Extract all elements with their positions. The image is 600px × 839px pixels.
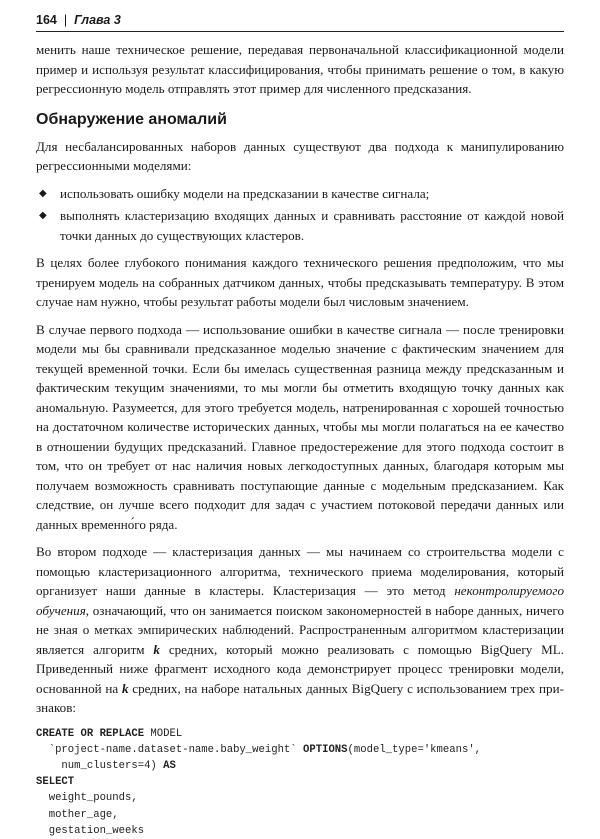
code-text: num_clusters=4) [36, 759, 164, 772]
section-heading: Обнаружение аномалий [36, 110, 227, 128]
code-listing [36, 726, 564, 839]
text-segment: средних, на наборе натальных данных BigQuery с использованием трех признаков: [36, 680, 564, 715]
code-text: weight_pounds, [36, 792, 138, 805]
code-keyword: AS [163, 759, 176, 772]
list-item [36, 206, 564, 245]
text-segment: средних, который можно реализовать с помощью BigQuery ML. Приведенный ниже фрагмент исходного кода демонстрирует процесс тренировки модели, основанной на [36, 641, 564, 696]
approaches-paragraph: Для несбалансированных наборов данных существуют два подхода к манипулированию регрессионными моделями: [36, 138, 564, 173]
list-item [36, 184, 564, 204]
text-segment: , означающий, что он занимается поиском закономерностей в наборе данных, ничего не зная о метках эмпирических наблюдений. Распространенным алгоритмом кластеризации является алгоритм [36, 602, 564, 657]
diamond-bullet-icon: ◆ [39, 210, 47, 221]
code-keyword: OPTIONS [303, 743, 348, 756]
code-text: `project-name.dataset-name.baby_weight` [36, 743, 304, 756]
k-variable: k [153, 641, 160, 657]
italic-term: неконтролируемого обучения [36, 583, 564, 618]
k-variable: k [121, 680, 129, 696]
code-keyword: CREATE OR REPLACE [36, 727, 145, 740]
diamond-bullet-icon: ◆ [39, 187, 47, 199]
chapter-title: Глава 3 [74, 13, 121, 27]
code-text: gestation_weeks [36, 824, 145, 837]
second-approach-paragraph [36, 542, 564, 718]
example-paragraph: В целях более глубокого понимания каждого технического решения предположим, что мы тренируем модель на собранных датчиком данных, чтобы предсказывать температуру. В этом случае нам нужно, чтобы результат работы модели был числовым значением. [36, 255, 564, 309]
code-text: (model_type='kmeans', [347, 743, 482, 756]
page-body [36, 40, 564, 839]
code-text: MODEL [144, 727, 183, 740]
list-item-text: выполнять кластеризацию входящих данных и сравнивать расстояние от каждой новой точки данных до существующих кластеров. [60, 208, 564, 243]
header-separator: | [63, 13, 68, 27]
intro-paragraph: менить наше техническое решение, передавая первоначальной классификационной модели пример и используя результат классифицирования, чтобы принимать решение о том, в какую регрессионную модель отправлять этот пример для численного предсказания. [36, 42, 564, 96]
text-segment: Во втором подходе — кластеризация данных — мы начинаем со строительства модели с помощью кластеризационного алгоритма, технического приема моделирования, который организует наши данные в кластеры. Кластеризация — это метод [36, 544, 564, 598]
code-text: mother_age, [36, 808, 119, 821]
approaches-list [36, 184, 564, 246]
list-item-text: использовать ошибку модели на предсказании в качестве сигнала; [60, 185, 430, 201]
code-keyword: SELECT [36, 776, 75, 789]
page-number: 164 [36, 13, 57, 27]
header-rule [36, 31, 564, 32]
running-header [36, 11, 564, 29]
first-approach-paragraph: В случае первого подхода — использование ошибки в качестве сигнала — после тренировки модели мы бы сравнивали предсказанное моделью значение с фактическим значением для текущей временной точки. Если бы имелась существенная разница между предсказанным и фактическим текущим значениями, то мы могли бы отметить входящую точку данных как аномальную. Разумеется, для этого требуется модель, натренированная с хорошей точностью на достаточном количестве исторических данных, чтобы мы могли полагаться на ее качество в отношении будущих предсказаний. Главное предостережение для этого подхода состоит в том, что он требует от нас наличия новых легкодоступных данных, благодаря которым мы получаем возможность сравнивать поступающие данные с модельным предсказанием. Как следствие, он лучше всего подходит для задач с участием потоковой передачи данных или данных временно́го ряда. [36, 321, 564, 532]
